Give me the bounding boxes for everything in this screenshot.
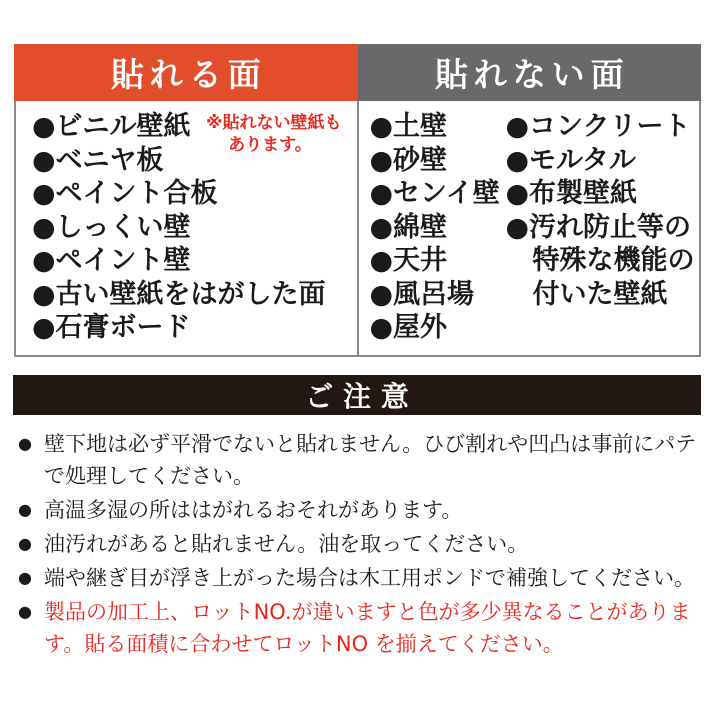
notice-item	[16, 528, 700, 560]
notice-item	[16, 562, 700, 594]
bullet-icon: ●	[18, 534, 32, 553]
ok-panel-header	[14, 44, 358, 101]
ng-surface-item: ●モルタル	[505, 144, 636, 176]
notice-item	[16, 494, 700, 526]
ng-panel	[358, 44, 702, 357]
notice-banner	[13, 375, 701, 415]
notice-item-text: 壁下地は必ず平滑でないと貼れません。ひび割れや凹凸は事前にパテで処理してください。	[44, 432, 697, 488]
notice-item-text: 製品の加工上、ロットNO.が違いますと色が多少異なることがあります。貼る面積に合わせてロットNO を揃えてください。	[44, 600, 691, 656]
bullet-icon: ●	[18, 500, 32, 519]
note-line: あります。	[228, 135, 312, 155]
ok-surface-item: ●ペイント合板	[32, 178, 218, 209]
ok-surface-item: ●ビニル壁紙	[32, 111, 191, 142]
ng-surface-item: ●風呂場	[369, 278, 475, 310]
bullet-icon: ●	[18, 602, 32, 621]
ng-surface-item: ●土壁	[369, 111, 448, 142]
ok-surface-item: ●しっくい壁	[32, 211, 191, 243]
ok-surface-item: ●石膏ボード	[32, 312, 191, 343]
notice-list	[16, 428, 700, 662]
ng-surface-list-col1	[359, 101, 506, 355]
bullet-icon: ●	[18, 568, 32, 587]
ok-panel-title: 貼れる面	[110, 55, 267, 94]
notice-item-lot-warning	[16, 596, 700, 660]
ok-surface-item: ●古い壁紙をはがした面	[32, 278, 326, 310]
notice-item-text: 油汚れがあると貼れません。油を取ってください。	[44, 532, 529, 556]
ng-surface-item: ●汚れ防止等の	[505, 211, 692, 243]
ng-surface-list-col2	[506, 101, 700, 355]
notice-item	[16, 428, 700, 492]
bullet-icon: ●	[18, 434, 32, 453]
notice-item-text: 高温多湿の所ははがれるおそれがあります。	[44, 498, 463, 522]
ng-surface-item-continuation: 付いた壁紙	[532, 278, 668, 310]
ok-panel	[14, 44, 358, 357]
ng-surface-item-continuation: 特殊な機能の	[532, 245, 695, 276]
notice-item-text: 端や継ぎ目が浮き上がった場合は木工用ポンドで補強してください。	[44, 566, 695, 590]
ng-panel-header	[358, 44, 702, 101]
ng-surface-item: ●屋外	[369, 312, 448, 343]
ng-surface-item: ●砂壁	[369, 144, 448, 176]
ng-surface-item: ●センイ壁	[369, 178, 500, 209]
surface-compatibility-table	[14, 44, 701, 357]
ng-panel-body	[358, 101, 702, 357]
ok-panel-body	[14, 101, 358, 357]
ng-surface-item: ●コンクリート	[505, 111, 691, 142]
ng-surface-item: ●布製壁紙	[505, 178, 638, 209]
ok-surface-item: ●ベニヤ板	[32, 144, 164, 176]
ok-panel-exception-note	[206, 112, 342, 156]
note-line: ※貼れない壁紙も	[206, 113, 342, 133]
notice-banner-title: ご注意	[305, 380, 419, 413]
ok-surface-item: ●ペイント壁	[32, 245, 191, 276]
ng-surface-item: ●天井	[369, 245, 448, 276]
ng-panel-title: 貼れない面	[434, 55, 630, 94]
ng-surface-item: ●綿壁	[369, 211, 448, 243]
